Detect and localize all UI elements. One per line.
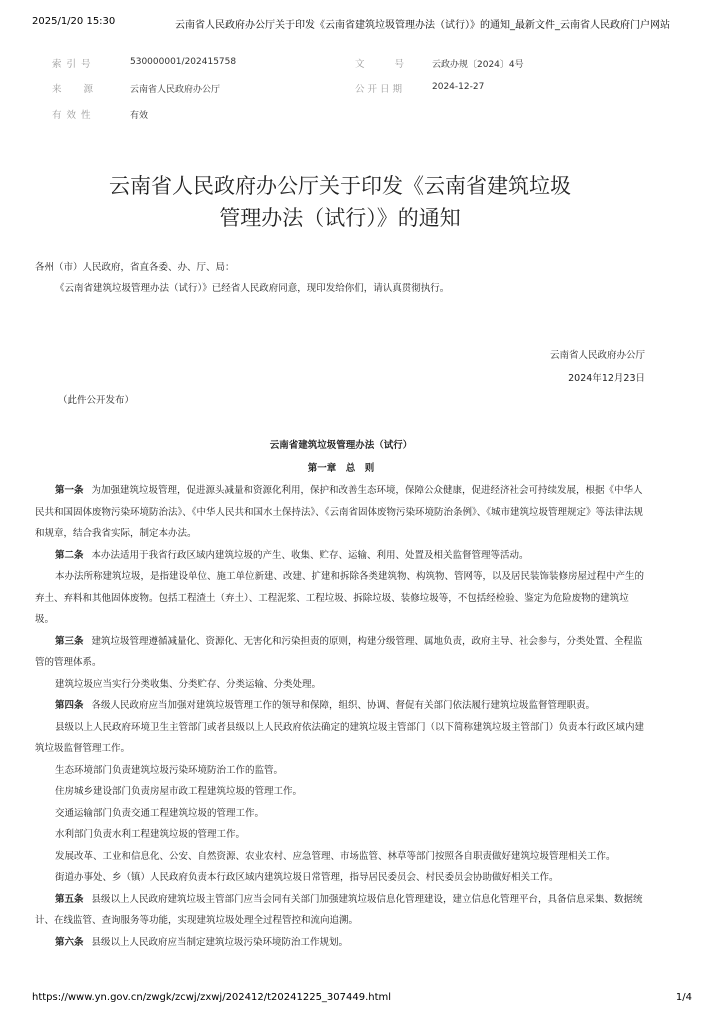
source-label: 来源	[52, 84, 116, 95]
article-number: 第三条	[55, 635, 84, 647]
print-datetime: 2025/1/20 15:30	[32, 16, 116, 27]
page-title	[60, 170, 620, 234]
article-paragraph	[35, 889, 647, 932]
doc-no-label: 文号	[355, 59, 435, 70]
article-number: 第一条	[55, 485, 84, 496]
body-paragraph	[35, 867, 647, 889]
paragraph-text: 水利部门负责水利工程建筑垃圾的管理工作。	[55, 829, 246, 840]
signature-date: 2024年12月23日	[568, 373, 645, 384]
paragraph-text: 建筑垃圾管理遵循减量化、资源化、无害化和污染担责的原则，构建分级管理、属地负责，政府主导、社会参与，分类处置、全程监管的管理体系。	[35, 635, 643, 668]
body-paragraph	[35, 566, 647, 631]
source-value: 云南省人民政府办公厅	[130, 85, 221, 95]
paragraph-text: 住房城乡建设部门负责房屋市政工程建筑垃圾的管理工作。	[55, 786, 303, 797]
publish-date-label: 公开日期	[355, 84, 406, 95]
body-paragraph	[35, 717, 647, 760]
article-number: 第二条	[55, 549, 84, 561]
index-value: 530000001/202415758	[130, 57, 237, 67]
paragraph-text: 县级以上人民政府环境卫生主管部门或者县级以上人民政府依法确定的建筑垃圾主管部门（以下简称建筑垃圾主管部门）负责本行政区域内建筑垃圾监督管理工作。	[35, 721, 645, 754]
salutation: 各州（市）人民政府，省直各委、办、厅、局：	[35, 262, 235, 273]
paragraph-text: 交通运输部门负责交通工程建筑垃圾的管理工作。	[55, 807, 265, 819]
paragraph-text: 为加强建筑垃圾管理，促进源头减量和资源化利用，保护和改善生态环境，保障公众健康，促进经济社会可持续发展，根据《中华人民共和国固体废物污染环境防治法》、《中华人民共和国水土保持法》、《云南省固体废物污染环境防治条例》、《城市建筑垃圾管理规定》等法律法规和规章，结合我省实际，制定本办法。	[35, 485, 644, 539]
title-line-2: 管理办法（试行）》的通知	[219, 206, 461, 230]
paragraph-text: 各级人民政府应当加强对建筑垃圾管理工作的领导和保障，组织、协调、督促有关部门依法履行建筑垃圾监督管理职责。	[91, 700, 596, 711]
title-line-1: 云南省人民政府办公厅关于印发《云南省建筑垃圾	[109, 174, 571, 198]
article-number: 第六条	[55, 936, 84, 948]
article-number: 第四条	[55, 700, 84, 711]
article-paragraph	[35, 545, 647, 567]
doc-no-value: 云政办规〔2024〕4号	[432, 60, 524, 70]
paragraph-text: 本办法适用于我省行政区域内建筑垃圾的产生、收集、贮存、运输、利用、处置及相关监督管理等活动。	[91, 549, 529, 561]
print-url: https://www.yn.gov.cn/zwgk/zcwj/zxwj/202412/t20241225_307449.html	[32, 992, 392, 1003]
article-paragraph	[35, 695, 647, 717]
intro-paragraph: 《云南省建筑垃圾管理办法（试行）》已经省人民政府同意，现印发给你们，请认真贯彻执行。	[55, 283, 450, 294]
paragraph-text: 县级以上人民政府建筑垃圾主管部门应当会同有关部门加强建筑垃圾信息化管理建设，建立信息化管理平台，具备信息采集、数据统计、在线监管、查询服务等功能，实现建筑垃圾处理全过程管控和流向追溯。	[35, 893, 643, 926]
regulation-body	[35, 480, 647, 953]
signature-org: 云南省人民政府办公厅	[549, 350, 645, 361]
body-paragraph	[35, 674, 647, 696]
paragraph-text: 本办法所称建筑垃圾，是指建设单位、施工单位新建、改建、扩建和拆除各类建筑物、构筑物、管网等，以及居民装饰装修房屋过程中产生的弃土、弃料和其他固体废物。包括工程渣土（弃土）、工程泥浆、工程垃圾、拆除垃圾、装修垃圾等，不包括经检验、鉴定为危险废物的建筑垃圾。	[35, 571, 645, 625]
paragraph-text: 生态环境部门负责建筑垃圾污染环境防治工作的监管。	[55, 764, 284, 776]
index-label: 索引号	[52, 59, 96, 70]
paragraph-text: 县级以上人民政府应当制定建筑垃圾污染环境防治工作规划。	[91, 936, 349, 948]
regulation-title: 云南省建筑垃圾管理办法（试行）	[269, 440, 413, 451]
print-page-title: 云南省人民政府办公厅关于印发《云南省建筑垃圾管理办法（试行）》的通知_最新文件_云南省人民政府门户网站	[175, 20, 670, 31]
body-paragraph	[35, 803, 647, 825]
article-paragraph	[35, 932, 647, 954]
body-paragraph	[35, 781, 647, 803]
publish-note: （此件公开发布）	[58, 395, 135, 406]
paragraph-text: 街道办事处、乡（镇）人民政府负责本行政区域内建筑垃圾日常管理，指导居民委员会、村民委员会协助做好相关工作。	[55, 872, 559, 883]
paragraph-text: 建筑垃圾应当实行分类收集、分类贮存、分类运输、分类处理。	[55, 678, 322, 690]
article-paragraph	[35, 480, 647, 545]
body-paragraph	[35, 760, 647, 782]
body-paragraph	[35, 824, 647, 846]
chapter-heading: 第一章 总 则	[307, 463, 375, 474]
body-paragraph	[35, 846, 647, 868]
print-page-number: 1/4	[675, 992, 692, 1003]
validity-label: 有效性	[52, 110, 96, 121]
article-number: 第五条	[55, 893, 84, 905]
paragraph-text: 发展改革、工业和信息化、公安、自然资源、农业农村、应急管理、市场监管、林草等部门按照各自职责做好建筑垃圾管理相关工作。	[55, 850, 616, 862]
publish-date-value: 2024-12-27	[432, 82, 485, 92]
article-paragraph	[35, 631, 647, 674]
validity-value: 有效	[130, 111, 149, 121]
